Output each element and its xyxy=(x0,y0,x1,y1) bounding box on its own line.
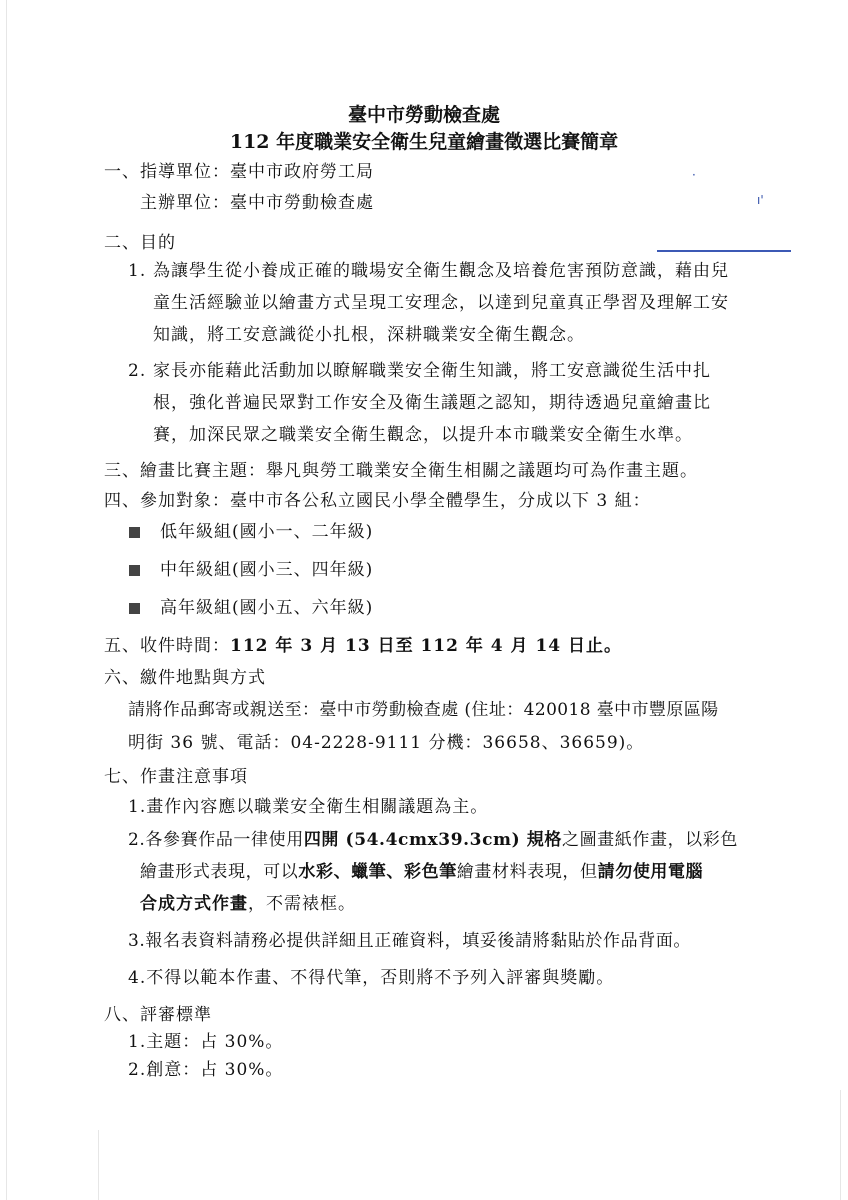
section-4 xyxy=(104,489,651,513)
note-item-2-line-2: 繪畫形式表現，可以水彩、蠟筆、彩色筆繪畫材料表現，但請勿使用電腦 xyxy=(140,862,704,882)
pen-tick-mark: ı' xyxy=(757,193,764,207)
section-number: 四、 xyxy=(104,491,140,511)
scan-edge-left xyxy=(6,0,7,1200)
note-item-3: 3.報名表資料請務必提供詳細且正確資料，填妥後請將黏貼於作品背面。 xyxy=(128,931,692,951)
group-item: 高年級組(國小五、六年級) xyxy=(160,598,374,618)
office-title: 臺中市勞動檢查處 xyxy=(347,104,500,126)
group-item: 低年級組(國小一、二年級) xyxy=(160,522,374,542)
submission-line: 請將作品郵寄或親送至：臺中市勞動檢查處 (住址：420018 臺中市豐原區陽 xyxy=(128,700,719,720)
note-item-4: 4.不得以範本作畫、不得代筆，否則將不予列入評審與獎勵。 xyxy=(128,968,615,988)
host-label: 主辦單位： xyxy=(140,193,230,213)
section-number: 八、 xyxy=(104,1005,140,1025)
guide-label: 指導單位： xyxy=(140,162,230,182)
section-title: 目的 xyxy=(140,233,176,253)
purpose-2-line: 賽，加深民眾之職業安全衛生觀念，以提升本市職業安全衛生水準。 xyxy=(153,425,693,445)
section-title: 繳件地點與方式 xyxy=(140,668,266,688)
section-7-heading xyxy=(104,765,248,789)
pen-stroke-line xyxy=(657,250,791,252)
purpose-2-line: 根，強化普遍民眾對工作安全及衛生議題之認知，期待透過兒童繪畫比 xyxy=(153,393,711,413)
note-item-2-line-1: 2.各參賽作品一律使用四開 (54.4cmx39.3cm) 規格之圖畫紙作畫，以彩色 xyxy=(128,830,738,850)
section-6-heading xyxy=(104,666,266,690)
host-unit xyxy=(140,191,374,215)
section-number: 三、 xyxy=(104,461,140,481)
host-value: 臺中市勞動檢查處 xyxy=(230,193,374,213)
note-item-2-line-3: 合成方式作畫，不需裱框。 xyxy=(140,894,356,914)
section-number: 六、 xyxy=(104,668,140,688)
purpose-2-number: 2. xyxy=(128,361,147,381)
criteria-item: 2.創意：占 30%。 xyxy=(128,1060,284,1080)
deadline-value: 112 年 3 月 13 日至 112 年 4 月 14 日止。 xyxy=(230,636,623,656)
submission-line: 明街 36 號、電話：04-2228-9111 分機：36658、36659)。 xyxy=(128,733,645,753)
participants-text: 參加對象：臺中市各公私立國民小學全體學生，分成以下 3 組： xyxy=(140,491,651,511)
bullet-square-icon xyxy=(129,527,140,538)
note-item-1: 1.畫作內容應以職業安全衛生相關議題為主。 xyxy=(128,797,489,817)
section-5 xyxy=(104,634,622,658)
section-title: 評審標準 xyxy=(140,1005,212,1025)
scan-edge-right xyxy=(840,1090,841,1200)
section-title: 作畫注意事項 xyxy=(140,767,248,787)
document-title: 112 年度職業安全衛生兒童繪畫徵選比賽簡章 xyxy=(229,131,619,153)
section-3 xyxy=(104,459,698,483)
section-number: 七、 xyxy=(104,767,140,787)
bullet-square-icon xyxy=(129,603,140,614)
purpose-1-line: 童生活經驗並以繪畫方式呈現工安理念，以達到兒童真正學習及理解工安 xyxy=(153,293,729,313)
theme-text: 繪畫比賽主題：舉凡與勞工職業安全衛生相關之議題均可為作畫主題。 xyxy=(140,461,698,481)
bullet-square-icon xyxy=(129,565,140,576)
criteria-item: 1.主題：占 30%。 xyxy=(128,1032,284,1052)
section-number: 二、 xyxy=(104,233,140,253)
section-2-heading xyxy=(104,231,176,255)
section-number: 五、 xyxy=(104,636,140,656)
purpose-1-line: 為讓學生從小養成正確的職場安全衛生觀念及培養危害預防意識，藉由兒 xyxy=(153,261,729,281)
pen-dot-mark: · xyxy=(692,168,696,182)
scan-edge-fold xyxy=(98,1130,99,1200)
guide-value: 臺中市政府勞工局 xyxy=(230,162,374,182)
section-8-heading xyxy=(104,1003,212,1027)
purpose-1-number: 1. xyxy=(128,261,147,281)
purpose-1-line: 知識，將工安意識從小扎根，深耕職業安全衛生觀念。 xyxy=(153,325,585,345)
deadline-label: 收件時間： xyxy=(140,636,230,656)
section-number: 一、 xyxy=(104,162,140,182)
purpose-2-line: 家長亦能藉此活動加以瞭解職業安全衛生知識，將工安意識從生活中扎 xyxy=(153,361,711,381)
group-item: 中年級組(國小三、四年級) xyxy=(160,560,374,580)
section-1 xyxy=(104,160,374,184)
